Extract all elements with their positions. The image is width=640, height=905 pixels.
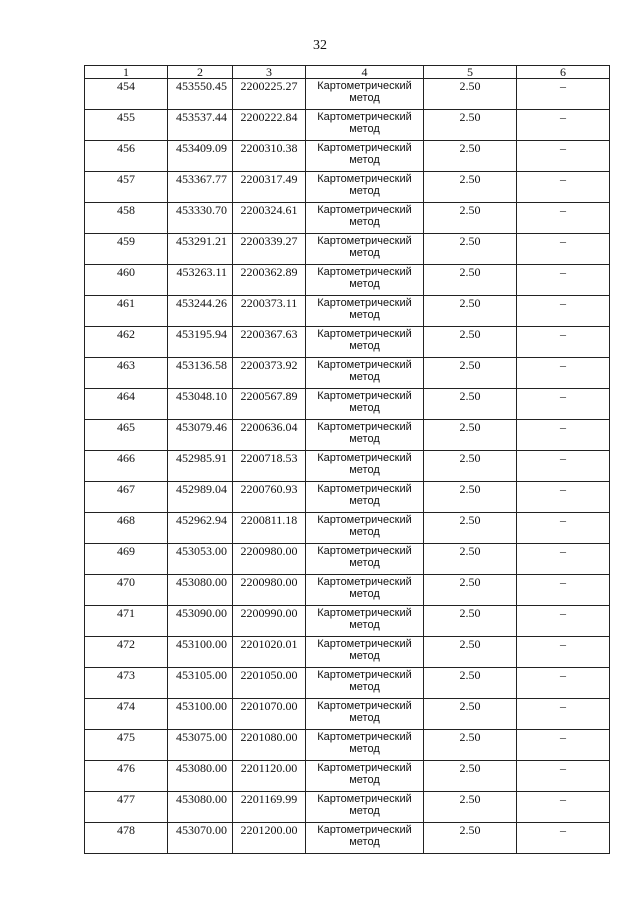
point-number-cell: 476 [85,761,168,792]
note-cell: – [517,172,610,203]
table-row [85,575,610,606]
method-cell: Картометрический метод [306,172,424,203]
point-number-cell: 463 [85,358,168,389]
x-coordinate-cell: 453263.11 [168,265,233,296]
point-number-cell: 461 [85,296,168,327]
accuracy-cell: 2.50 [424,141,517,172]
note-cell: – [517,389,610,420]
method-cell: Картометрический метод [306,420,424,451]
note-cell: – [517,668,610,699]
method-cell: Картометрический метод [306,451,424,482]
y-coordinate-cell: 2200990.00 [233,606,306,637]
x-coordinate-cell: 453070.00 [168,823,233,854]
accuracy-cell: 2.50 [424,451,517,482]
table-row [85,544,610,575]
table-row [85,79,610,110]
note-cell: – [517,234,610,265]
table-row [85,110,610,141]
method-cell: Картометрический метод [306,141,424,172]
x-coordinate-cell: 453079.46 [168,420,233,451]
method-cell: Картометрический метод [306,110,424,141]
table-row [85,823,610,854]
x-coordinate-cell: 453080.00 [168,575,233,606]
point-number-cell: 466 [85,451,168,482]
accuracy-cell: 2.50 [424,482,517,513]
table-row [85,358,610,389]
y-coordinate-cell: 2200225.27 [233,79,306,110]
method-cell: Картометрический метод [306,358,424,389]
table-row [85,482,610,513]
accuracy-cell: 2.50 [424,606,517,637]
method-cell: Картометрический метод [306,482,424,513]
point-number-cell: 465 [85,420,168,451]
table-row [85,327,610,358]
point-number-cell: 454 [85,79,168,110]
point-number-cell: 474 [85,699,168,730]
y-coordinate-cell: 2200339.27 [233,234,306,265]
x-coordinate-cell: 453080.00 [168,761,233,792]
accuracy-cell: 2.50 [424,79,517,110]
method-cell: Картометрический метод [306,699,424,730]
x-coordinate-cell: 453100.00 [168,699,233,730]
note-cell: – [517,761,610,792]
method-cell: Картометрический метод [306,296,424,327]
x-coordinate-cell: 453367.77 [168,172,233,203]
table-header [85,66,610,79]
accuracy-cell: 2.50 [424,420,517,451]
accuracy-cell: 2.50 [424,172,517,203]
y-coordinate-cell: 2200324.61 [233,203,306,234]
accuracy-cell: 2.50 [424,234,517,265]
method-cell: Картометрический метод [306,668,424,699]
column-header: 2 [168,66,233,79]
accuracy-cell: 2.50 [424,513,517,544]
method-cell: Картометрический метод [306,265,424,296]
y-coordinate-cell: 2200760.93 [233,482,306,513]
note-cell: – [517,420,610,451]
method-cell: Картометрический метод [306,234,424,265]
note-cell: – [517,637,610,668]
x-coordinate-cell: 453105.00 [168,668,233,699]
note-cell: – [517,358,610,389]
accuracy-cell: 2.50 [424,575,517,606]
column-header: 5 [424,66,517,79]
point-number-cell: 469 [85,544,168,575]
method-cell: Картометрический метод [306,792,424,823]
note-cell: – [517,265,610,296]
point-number-cell: 471 [85,606,168,637]
accuracy-cell: 2.50 [424,544,517,575]
x-coordinate-cell: 453136.58 [168,358,233,389]
table-row [85,668,610,699]
accuracy-cell: 2.50 [424,668,517,699]
note-cell: – [517,606,610,637]
x-coordinate-cell: 452985.91 [168,451,233,482]
y-coordinate-cell: 2200980.00 [233,575,306,606]
table-row [85,420,610,451]
method-cell: Картометрический метод [306,544,424,575]
x-coordinate-cell: 453100.00 [168,637,233,668]
table-row [85,792,610,823]
accuracy-cell: 2.50 [424,296,517,327]
note-cell: – [517,327,610,358]
column-header: 3 [233,66,306,79]
point-number-cell: 472 [85,637,168,668]
x-coordinate-cell: 453048.10 [168,389,233,420]
accuracy-cell: 2.50 [424,730,517,761]
accuracy-cell: 2.50 [424,792,517,823]
point-number-cell: 462 [85,327,168,358]
y-coordinate-cell: 2200636.04 [233,420,306,451]
x-coordinate-cell: 453195.94 [168,327,233,358]
table-row [85,513,610,544]
point-number-cell: 478 [85,823,168,854]
method-cell: Картометрический метод [306,389,424,420]
y-coordinate-cell: 2200718.53 [233,451,306,482]
table-row [85,761,610,792]
point-number-cell: 457 [85,172,168,203]
note-cell: – [517,544,610,575]
method-cell: Картометрический метод [306,79,424,110]
x-coordinate-cell: 453537.44 [168,110,233,141]
note-cell: – [517,451,610,482]
note-cell: – [517,79,610,110]
note-cell: – [517,792,610,823]
note-cell: – [517,699,610,730]
y-coordinate-cell: 2200373.11 [233,296,306,327]
note-cell: – [517,575,610,606]
x-coordinate-cell: 453550.45 [168,79,233,110]
note-cell: – [517,482,610,513]
note-cell: – [517,296,610,327]
table-row [85,203,610,234]
accuracy-cell: 2.50 [424,265,517,296]
y-coordinate-cell: 2200362.89 [233,265,306,296]
table-row [85,389,610,420]
point-number-cell: 477 [85,792,168,823]
x-coordinate-cell: 453090.00 [168,606,233,637]
y-coordinate-cell: 2200367.63 [233,327,306,358]
method-cell: Картометрический метод [306,637,424,668]
y-coordinate-cell: 2201070.00 [233,699,306,730]
column-header: 6 [517,66,610,79]
table-body [85,79,610,854]
accuracy-cell: 2.50 [424,637,517,668]
method-cell: Картометрический метод [306,823,424,854]
table-row [85,265,610,296]
x-coordinate-cell: 453080.00 [168,792,233,823]
method-cell: Картометрический метод [306,327,424,358]
note-cell: – [517,730,610,761]
x-coordinate-cell: 453053.00 [168,544,233,575]
x-coordinate-cell: 453409.09 [168,141,233,172]
point-number-cell: 470 [85,575,168,606]
method-cell: Картометрический метод [306,203,424,234]
y-coordinate-cell: 2201080.00 [233,730,306,761]
point-number-cell: 460 [85,265,168,296]
y-coordinate-cell: 2201200.00 [233,823,306,854]
accuracy-cell: 2.50 [424,358,517,389]
table-row [85,172,610,203]
column-header: 1 [85,66,168,79]
x-coordinate-cell: 453244.26 [168,296,233,327]
method-cell: Картометрический метод [306,513,424,544]
accuracy-cell: 2.50 [424,823,517,854]
accuracy-cell: 2.50 [424,110,517,141]
x-coordinate-cell: 453330.70 [168,203,233,234]
point-number-cell: 467 [85,482,168,513]
table-row [85,730,610,761]
table-row [85,699,610,730]
accuracy-cell: 2.50 [424,327,517,358]
accuracy-cell: 2.50 [424,389,517,420]
x-coordinate-cell: 453075.00 [168,730,233,761]
accuracy-cell: 2.50 [424,761,517,792]
note-cell: – [517,110,610,141]
accuracy-cell: 2.50 [424,203,517,234]
method-cell: Картометрический метод [306,730,424,761]
method-cell: Картометрический метод [306,761,424,792]
y-coordinate-cell: 2200373.92 [233,358,306,389]
y-coordinate-cell: 2200310.38 [233,141,306,172]
y-coordinate-cell: 2201120.00 [233,761,306,792]
point-number-cell: 473 [85,668,168,699]
method-cell: Картометрический метод [306,575,424,606]
point-number-cell: 455 [85,110,168,141]
y-coordinate-cell: 2200980.00 [233,544,306,575]
y-coordinate-cell: 2200317.49 [233,172,306,203]
point-number-cell: 458 [85,203,168,234]
table-row [85,234,610,265]
note-cell: – [517,823,610,854]
table-row [85,141,610,172]
header-row [85,66,610,79]
table-row [85,606,610,637]
accuracy-cell: 2.50 [424,699,517,730]
point-number-cell: 475 [85,730,168,761]
y-coordinate-cell: 2200222.84 [233,110,306,141]
table-row [85,296,610,327]
page-number: 32 [313,38,327,53]
note-cell: – [517,141,610,172]
method-cell: Картометрический метод [306,606,424,637]
y-coordinate-cell: 2201020.01 [233,637,306,668]
note-cell: – [517,513,610,544]
x-coordinate-cell: 452989.04 [168,482,233,513]
point-number-cell: 459 [85,234,168,265]
point-number-cell: 464 [85,389,168,420]
x-coordinate-cell: 453291.21 [168,234,233,265]
point-number-cell: 468 [85,513,168,544]
y-coordinate-cell: 2200567.89 [233,389,306,420]
table-row [85,637,610,668]
coordinates-table [84,65,610,854]
y-coordinate-cell: 2201169.99 [233,792,306,823]
y-coordinate-cell: 2201050.00 [233,668,306,699]
point-number-cell: 456 [85,141,168,172]
y-coordinate-cell: 2200811.18 [233,513,306,544]
note-cell: – [517,203,610,234]
table-row [85,451,610,482]
x-coordinate-cell: 452962.94 [168,513,233,544]
column-header: 4 [306,66,424,79]
